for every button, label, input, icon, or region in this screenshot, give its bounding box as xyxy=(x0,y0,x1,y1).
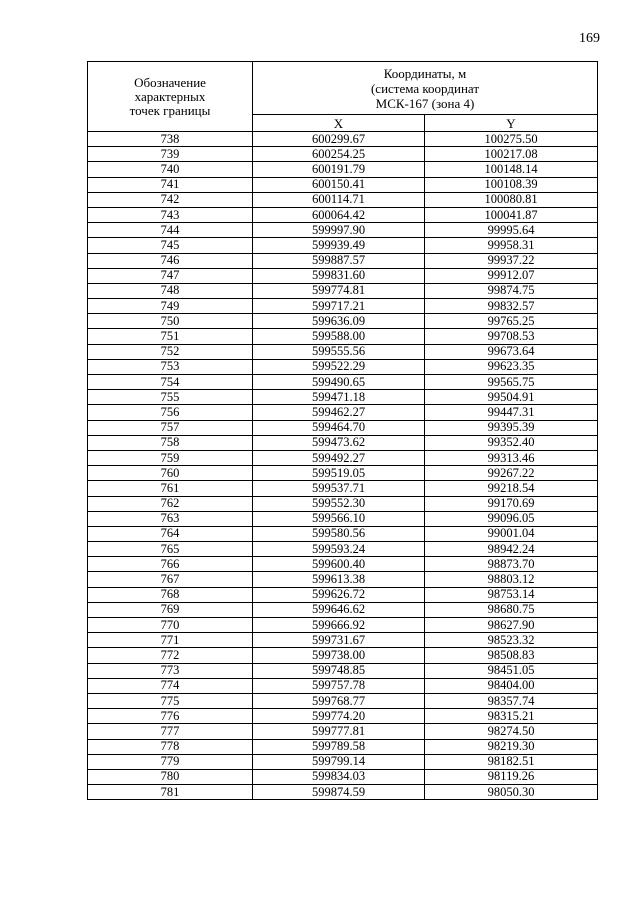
point-id-cell: 743 xyxy=(88,207,253,222)
table-row xyxy=(88,329,598,344)
point-id-cell: 744 xyxy=(88,223,253,238)
table-row xyxy=(88,238,598,253)
x-coordinate-cell: 599636.09 xyxy=(253,314,425,329)
y-coordinate-cell: 100217.08 xyxy=(425,147,598,162)
x-coordinate-cell: 599555.56 xyxy=(253,344,425,359)
point-id-cell: 774 xyxy=(88,678,253,693)
y-coordinate-cell: 99912.07 xyxy=(425,268,598,283)
x-coordinate-cell: 599717.21 xyxy=(253,299,425,314)
point-id-cell: 769 xyxy=(88,602,253,617)
point-id-cell: 761 xyxy=(88,481,253,496)
x-coordinate-cell: 599626.72 xyxy=(253,587,425,602)
x-coordinate-cell: 599799.14 xyxy=(253,754,425,769)
y-coordinate-cell: 99267.22 xyxy=(425,466,598,481)
table-row xyxy=(88,162,598,177)
table-row xyxy=(88,602,598,617)
x-coordinate-cell: 599748.85 xyxy=(253,663,425,678)
x-coordinate-cell: 599464.70 xyxy=(253,420,425,435)
table-row xyxy=(88,648,598,663)
x-coordinate-cell: 599831.60 xyxy=(253,268,425,283)
table-row xyxy=(88,466,598,481)
x-coordinate-cell: 599519.05 xyxy=(253,466,425,481)
table-row xyxy=(88,709,598,724)
table-row xyxy=(88,633,598,648)
point-id-cell: 770 xyxy=(88,618,253,633)
table-row xyxy=(88,618,598,633)
x-coordinate-cell: 599789.58 xyxy=(253,739,425,754)
table-row xyxy=(88,693,598,708)
x-coordinate-cell: 599774.81 xyxy=(253,283,425,298)
point-id-cell: 772 xyxy=(88,648,253,663)
point-id-cell: 764 xyxy=(88,526,253,541)
x-coordinate-cell: 599588.00 xyxy=(253,329,425,344)
point-id-cell: 753 xyxy=(88,359,253,374)
point-id-cell: 780 xyxy=(88,769,253,784)
point-id-cell: 777 xyxy=(88,724,253,739)
point-id-cell: 767 xyxy=(88,572,253,587)
point-id-cell: 760 xyxy=(88,466,253,481)
y-coordinate-cell: 98357.74 xyxy=(425,693,598,708)
point-id-cell: 741 xyxy=(88,177,253,192)
y-coordinate-cell: 100080.81 xyxy=(425,192,598,207)
y-coordinate-cell: 100148.14 xyxy=(425,162,598,177)
point-id-cell: 771 xyxy=(88,633,253,648)
y-coordinate-cell: 98680.75 xyxy=(425,602,598,617)
x-coordinate-cell: 599777.81 xyxy=(253,724,425,739)
y-coordinate-cell: 98753.14 xyxy=(425,587,598,602)
table-row xyxy=(88,754,598,769)
y-coordinate-cell: 99352.40 xyxy=(425,435,598,450)
x-coordinate-cell: 599774.20 xyxy=(253,709,425,724)
y-coordinate-cell: 99395.39 xyxy=(425,420,598,435)
point-id-cell: 738 xyxy=(88,132,253,147)
x-coordinate-cell: 599874.59 xyxy=(253,785,425,800)
table-row xyxy=(88,253,598,268)
point-id-cell: 755 xyxy=(88,390,253,405)
point-header-line: характерных xyxy=(134,88,206,104)
point-id-cell: 756 xyxy=(88,405,253,420)
x-coordinate-cell: 599600.40 xyxy=(253,557,425,572)
table-row xyxy=(88,283,598,298)
coordinates-table xyxy=(87,61,598,800)
coords-header-line: Координаты, м xyxy=(383,65,467,81)
x-coordinate-cell: 600254.25 xyxy=(253,147,425,162)
table-row xyxy=(88,405,598,420)
y-coordinate-cell: 98182.51 xyxy=(425,754,598,769)
point-id-cell: 768 xyxy=(88,587,253,602)
x-coordinate-cell: 599757.78 xyxy=(253,678,425,693)
y-coordinate-cell: 100041.87 xyxy=(425,207,598,222)
table-row xyxy=(88,207,598,222)
table-row xyxy=(88,177,598,192)
y-coordinate-cell: 98315.21 xyxy=(425,709,598,724)
table-row xyxy=(88,481,598,496)
y-coordinate-cell: 98523.32 xyxy=(425,633,598,648)
y-coordinate-cell: 100275.50 xyxy=(425,132,598,147)
point-id-cell: 739 xyxy=(88,147,253,162)
x-coordinate-cell: 599473.62 xyxy=(253,435,425,450)
x-coordinate-cell: 599613.38 xyxy=(253,572,425,587)
x-coordinate-cell: 599580.56 xyxy=(253,526,425,541)
point-id-cell: 773 xyxy=(88,663,253,678)
y-coordinate-cell: 99765.25 xyxy=(425,314,598,329)
y-coordinate-cell: 99937.22 xyxy=(425,253,598,268)
y-coordinate-cell: 98404.00 xyxy=(425,678,598,693)
y-coordinate-cell: 99447.31 xyxy=(425,405,598,420)
y-coordinate-cell: 99708.53 xyxy=(425,329,598,344)
point-id-cell: 754 xyxy=(88,375,253,390)
x-coordinate-cell: 599997.90 xyxy=(253,223,425,238)
x-coordinate-cell: 599666.92 xyxy=(253,618,425,633)
y-coordinate-cell: 98942.24 xyxy=(425,542,598,557)
coordinates-header xyxy=(253,62,598,115)
y-coordinate-cell: 98627.90 xyxy=(425,618,598,633)
x-coordinate-cell: 599462.27 xyxy=(253,405,425,420)
table-row xyxy=(88,192,598,207)
x-coordinate-cell: 599834.03 xyxy=(253,769,425,784)
table-row xyxy=(88,450,598,465)
point-header-line: точек границы xyxy=(129,102,211,118)
page-number: 169 xyxy=(579,31,600,46)
point-id-cell: 747 xyxy=(88,268,253,283)
x-coordinate-cell: 599593.24 xyxy=(253,542,425,557)
table-row xyxy=(88,344,598,359)
table-row xyxy=(88,147,598,162)
y-coordinate-cell: 98050.30 xyxy=(425,785,598,800)
x-coordinate-cell: 599490.65 xyxy=(253,375,425,390)
y-coordinate-cell: 99995.64 xyxy=(425,223,598,238)
point-id-cell: 751 xyxy=(88,329,253,344)
table-row xyxy=(88,375,598,390)
y-coordinate-cell: 99096.05 xyxy=(425,511,598,526)
coords-header-line: МСК-167 (зона 4) xyxy=(375,95,475,111)
x-coordinate-cell: 600064.42 xyxy=(253,207,425,222)
point-id-cell: 742 xyxy=(88,192,253,207)
y-coordinate-cell: 98119.26 xyxy=(425,769,598,784)
table-row xyxy=(88,268,598,283)
point-id-cell: 748 xyxy=(88,283,253,298)
point-id-cell: 752 xyxy=(88,344,253,359)
y-coordinate-cell: 99170.69 xyxy=(425,496,598,511)
point-id-cell: 746 xyxy=(88,253,253,268)
table-row xyxy=(88,739,598,754)
table-row xyxy=(88,132,598,147)
x-coordinate-cell: 599566.10 xyxy=(253,511,425,526)
point-id-cell: 766 xyxy=(88,557,253,572)
table-row xyxy=(88,587,598,602)
table-row xyxy=(88,359,598,374)
point-id-cell: 779 xyxy=(88,754,253,769)
x-coordinate-cell: 599887.57 xyxy=(253,253,425,268)
y-coordinate-cell: 99218.54 xyxy=(425,481,598,496)
table-row xyxy=(88,496,598,511)
table-row xyxy=(88,435,598,450)
table-row xyxy=(88,390,598,405)
table-row xyxy=(88,785,598,800)
x-coordinate-cell: 599768.77 xyxy=(253,693,425,708)
point-id-cell: 763 xyxy=(88,511,253,526)
table-row xyxy=(88,724,598,739)
point-id-cell: 757 xyxy=(88,420,253,435)
y-coordinate-cell: 98873.70 xyxy=(425,557,598,572)
point-id-cell: 765 xyxy=(88,542,253,557)
y-coordinate-cell: 99001.04 xyxy=(425,526,598,541)
table-row xyxy=(88,420,598,435)
table-row xyxy=(88,223,598,238)
table-row xyxy=(88,511,598,526)
y-coordinate-cell: 99673.64 xyxy=(425,344,598,359)
x-coordinate-cell: 599522.29 xyxy=(253,359,425,374)
y-coordinate-cell: 100108.39 xyxy=(425,177,598,192)
y-coordinate-cell: 99874.75 xyxy=(425,283,598,298)
coords-header-line: (система координат xyxy=(370,80,480,96)
table-row xyxy=(88,526,598,541)
y-coordinate-cell: 99623.35 xyxy=(425,359,598,374)
point-id-cell: 776 xyxy=(88,709,253,724)
table-row xyxy=(88,557,598,572)
table-row xyxy=(88,314,598,329)
y-coordinate-cell: 98803.12 xyxy=(425,572,598,587)
y-coordinate-cell: 98508.83 xyxy=(425,648,598,663)
point-id-cell: 745 xyxy=(88,238,253,253)
y-column-header: Y xyxy=(425,115,598,132)
y-coordinate-cell: 99504.91 xyxy=(425,390,598,405)
x-coordinate-cell: 599646.62 xyxy=(253,602,425,617)
table-row xyxy=(88,572,598,587)
point-id-cell: 762 xyxy=(88,496,253,511)
point-id-cell: 750 xyxy=(88,314,253,329)
table-row xyxy=(88,542,598,557)
table-row xyxy=(88,299,598,314)
x-column-header: X xyxy=(253,115,425,132)
x-coordinate-cell: 599471.18 xyxy=(253,390,425,405)
x-coordinate-cell: 599731.67 xyxy=(253,633,425,648)
x-coordinate-cell: 599939.49 xyxy=(253,238,425,253)
point-id-cell: 781 xyxy=(88,785,253,800)
y-coordinate-cell: 99832.57 xyxy=(425,299,598,314)
point-id-cell: 740 xyxy=(88,162,253,177)
point-id-cell: 749 xyxy=(88,299,253,314)
x-coordinate-cell: 600150.41 xyxy=(253,177,425,192)
point-id-cell: 778 xyxy=(88,739,253,754)
x-coordinate-cell: 600299.67 xyxy=(253,132,425,147)
y-coordinate-cell: 99313.46 xyxy=(425,450,598,465)
coordinates-table-body xyxy=(88,132,598,800)
x-coordinate-cell: 599537.71 xyxy=(253,481,425,496)
y-coordinate-cell: 99958.31 xyxy=(425,238,598,253)
y-coordinate-cell: 98451.05 xyxy=(425,663,598,678)
y-coordinate-cell: 98219.30 xyxy=(425,739,598,754)
y-coordinate-cell: 98274.50 xyxy=(425,724,598,739)
x-coordinate-cell: 599492.27 xyxy=(253,450,425,465)
point-designation-header xyxy=(88,62,253,132)
table-row xyxy=(88,663,598,678)
x-coordinate-cell: 600191.79 xyxy=(253,162,425,177)
point-id-cell: 775 xyxy=(88,693,253,708)
x-coordinate-cell: 599738.00 xyxy=(253,648,425,663)
point-id-cell: 759 xyxy=(88,450,253,465)
point-header-line: Обозначение xyxy=(134,74,206,90)
x-coordinate-cell: 599552.30 xyxy=(253,496,425,511)
table-row xyxy=(88,678,598,693)
y-coordinate-cell: 99565.75 xyxy=(425,375,598,390)
point-id-cell: 758 xyxy=(88,435,253,450)
x-coordinate-cell: 600114.71 xyxy=(253,192,425,207)
table-row xyxy=(88,769,598,784)
